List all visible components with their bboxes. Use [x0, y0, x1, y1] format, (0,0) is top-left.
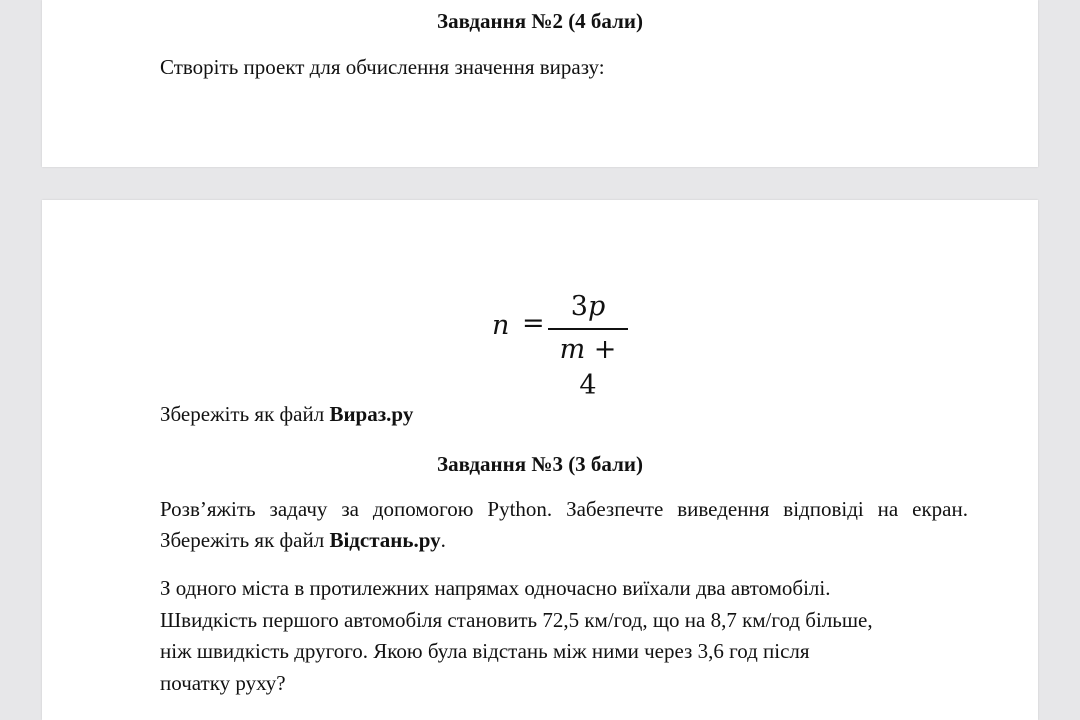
save-file-name: Вираз.ру	[329, 402, 414, 426]
problem-line-4: початку руху?	[160, 670, 286, 695]
save-note-text: Збережіть як файл	[160, 402, 330, 426]
numerator-variable: p	[587, 291, 606, 322]
formula-lhs: n	[492, 310, 510, 341]
formula-equals: =	[522, 308, 545, 339]
numerator-coefficient: 3	[570, 291, 588, 322]
denominator-rest: + 4	[579, 334, 617, 401]
task2-save-note	[160, 399, 968, 430]
formula-denominator	[548, 332, 628, 401]
task2-instruction: Створіть проект для обчислення значення виразу:	[160, 55, 605, 79]
task3-instruction	[160, 494, 968, 556]
problem-line-1: З одного міста в протилежних напрямах одночасно виїхали два автомобілі.	[160, 576, 831, 600]
document-page-1	[42, 0, 1038, 167]
task3-problem	[160, 573, 968, 699]
denominator-variable: m	[559, 334, 586, 365]
problem-line-3: ніж швидкість другого. Якою була відстань між ними через 3,6 год після	[160, 639, 810, 663]
task3-instruction-text: Розв’яжіть задачу за допомогою Python. Забезпечте виведення відповіді на екран. Збережіть як файл	[160, 497, 968, 552]
problem-line-2: Швидкість першого автомобіля становить 72,5 км/год, що на 8,7 км/год більше,	[160, 607, 873, 632]
task3-file-name: Відстань.ру	[329, 528, 441, 552]
task2-heading: Завдання №2 (4 бали)	[437, 9, 643, 33]
formula-numerator	[548, 288, 628, 326]
task3-instruction-suffix: .	[440, 528, 446, 552]
fraction-bar	[548, 328, 628, 330]
formula-fraction	[548, 288, 628, 401]
expression-formula	[492, 288, 642, 401]
document-page-2	[42, 200, 1038, 720]
task3-heading: Завдання №3 (3 бали)	[437, 452, 643, 476]
